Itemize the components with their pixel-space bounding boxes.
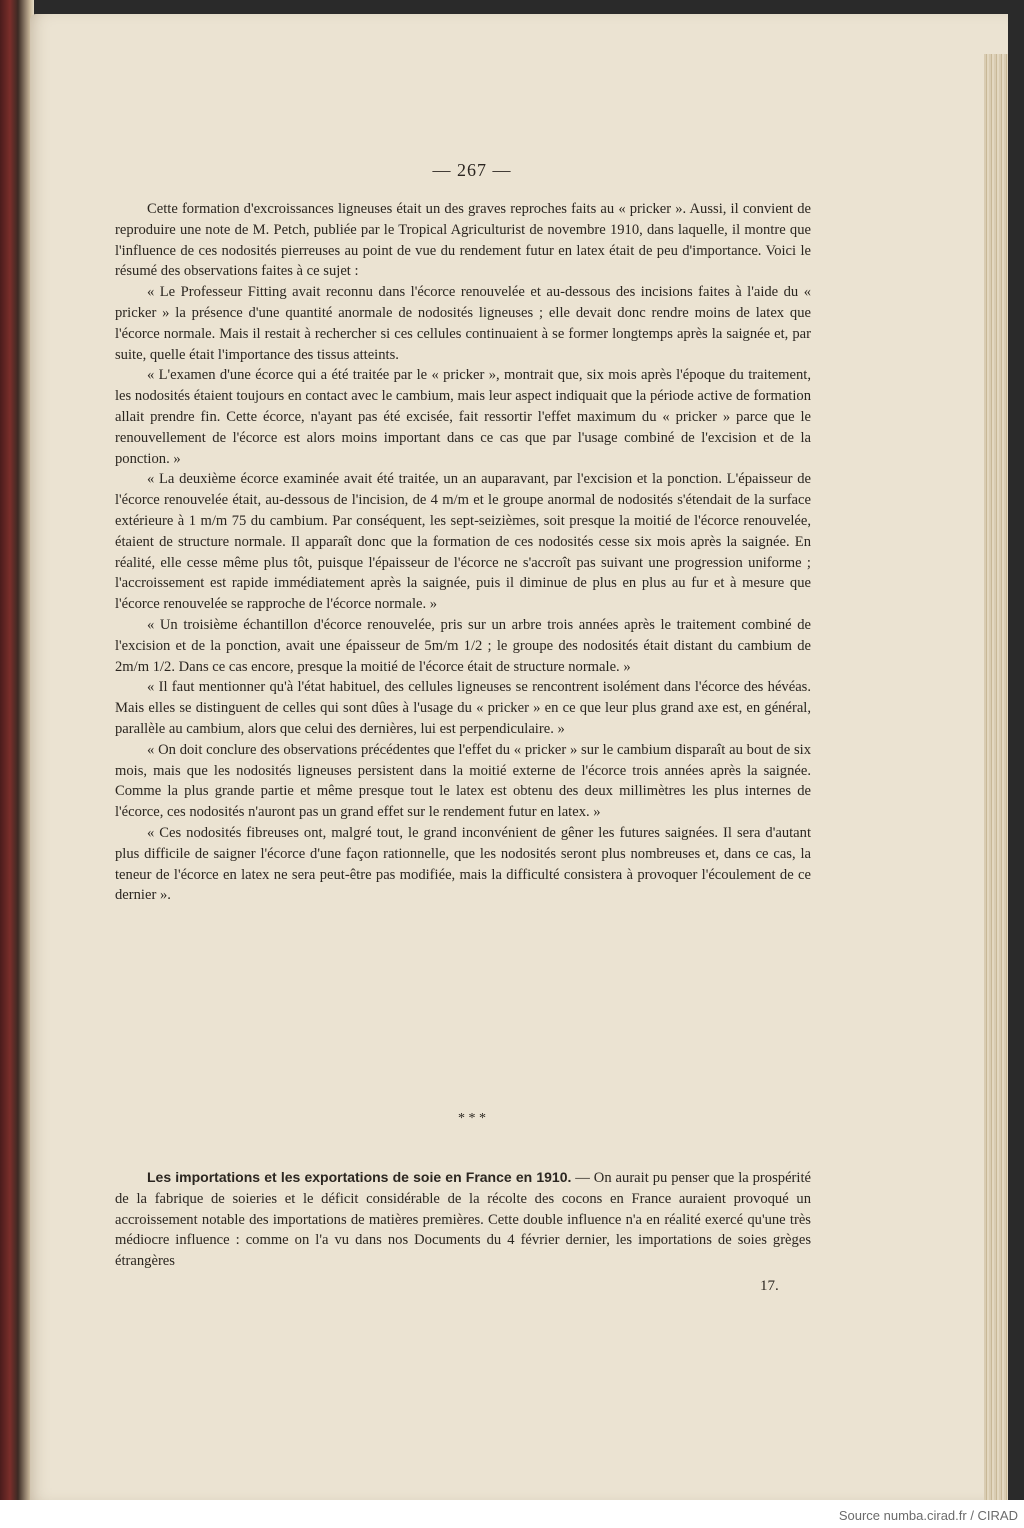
paragraph: « Il faut mentionner qu'à l'état habituel, des cellules ligneuses se rencontrent isolément dans l'écorce des hévéas. Mais elles se distinguent de celles qui sont dûes à l'usage du « pricker » en ce que leur plus grand axe est, en général, parallèle au cambium, alors que celui des dernières, lui est perpendiculaire. » xyxy=(115,679,811,737)
paragraph: « La deuxième écorce examinée avait été traitée, un an auparavant, par l'excision et la ponction. L'épaisseur de l'écorce renouvelée était, au-dessous de l'incision, de 4 m/m et le groupe anormal de nodosités s'étendait de la surface extérieure à 1 m/m 75 du cambium. Par conséquent, les sept-seizièmes, soit presque la moitié de l'écorce renouvelée, étaient de structure normale. Il apparaît donc que la formation de ces nodosités cesse six mois après la saignée. En réalité, elle cesse même plus tôt, puisque l'épaisseur de l'écorce ne s'accroît pas suivant une progression uniforme ; l'accroissement est rapide immédiatement après la saignée, puis il diminue de plus en plus au fur et à mesure que l'écorce renouvelée se rapproche de l'écorce normale. » xyxy=(115,471,811,613)
paragraph: « L'examen d'une écorce qui a été traitée par le « pricker », montrait que, six mois après l'époque du traitement, les nodosités étaient toujours en contact avec le cambium, mais leur aspect indiquait que la période active de formation allait prendre fin. Cette écorce, n'ayant pas été excisée, fait ressortir l'effet maximum du « pricker » parce que le renouvellement de l'écorce est alors moins important dans ce cas que par l'usage combiné de l'excision et de la ponction. » xyxy=(115,367,811,467)
paragraph: « On doit conclure des observations précédentes que l'effet du « pricker » sur le cambium disparaît au bout de six mois, mais que les nodosités ligneuses persistent dans la moitié externe de l'écorce trois années après la saignée. Comme la plus grande partie et même presque tout le latex est obtenu des deux millimètres les plus internes de l'écorce, ces nodosités n'auront pas un grand effet sur le rendement futur en latex. » xyxy=(115,741,811,821)
page-edges xyxy=(984,54,1008,1514)
section-silk xyxy=(115,1167,811,1272)
body-text xyxy=(115,199,811,906)
source-credit: Source numba.cirad.fr / CIRAD xyxy=(838,1508,1018,1523)
page-number: — 267 — xyxy=(432,160,512,180)
book-binding xyxy=(0,0,34,1500)
paragraph: « Un troisième échantillon d'écorce renouvelée, pris sur un arbre trois années après le traitement combiné de l'excision et de la ponction, avait une épaisseur de 5m/m 1/2 ; le groupe des nodosités était distant du cambium de 2m/m 1/2. Dans ce cas encore, presque la moitié de l'écorce était de structure normale. » xyxy=(115,616,811,675)
signature-mark: 17. xyxy=(760,1278,779,1294)
section-heading: Les importations et les exportations de soie en France en 1910. xyxy=(147,1169,572,1185)
section-body: — On aurait pu penser que la prospérité de la fabrique de soieries et le déficit considérable de la récolte des cocons en France auraient provoqué un accroissement notable des importations de matières premières. Cette double influence n'a en réalité exercé qu'une très médiocre influence : comme on l'a vu dans nos Documents du 4 février dernier, les importations de soies grèges étrangères xyxy=(115,1170,811,1270)
paragraph: Cette formation d'excroissances ligneuses était un des graves reproches faits au « pricker ». Aussi, il convient de reproduire une note de M. Petch, publiée par le Tropical Agriculturist de novembre 1910, dans laquelle, il montre que l'influence de ces nodosités pierreuses au point de vue du rendement futur en latex était de peu d'importance. Voici le résumé des observations faites à ce sujet : xyxy=(115,201,811,280)
paragraph: « Le Professeur Fitting avait reconnu dans l'écorce renouvelée et au-dessous des incisions faites à l'aide du « pricker » la présence d'une quantité anormale de nodosités ligneuses ; elle devait donc rendre moins de latex que l'écorce normale. Mais il restait à rechercher si ces cellules continuaient à se former longtemps après la saignée et, par suite, quelle était l'importance des tissus atteints. xyxy=(115,284,811,363)
footer-bar xyxy=(0,1500,1024,1528)
paragraph: « Ces nodosités fibreuses ont, malgré tout, le grand inconvénient de gêner les futures saignées. Il sera d'autant plus difficile de saigner l'écorce d'une façon rationnelle, que les nodosités seront plus nombreuses et, dans ce cas, la teneur de l'écorce en latex ne sera peut-être pas modifiée, mais la difficulté consistera à provoquer l'écoulement de ce dernier ». xyxy=(115,824,811,904)
section-separator: * * * xyxy=(458,1111,486,1126)
document-page xyxy=(30,14,1008,1500)
